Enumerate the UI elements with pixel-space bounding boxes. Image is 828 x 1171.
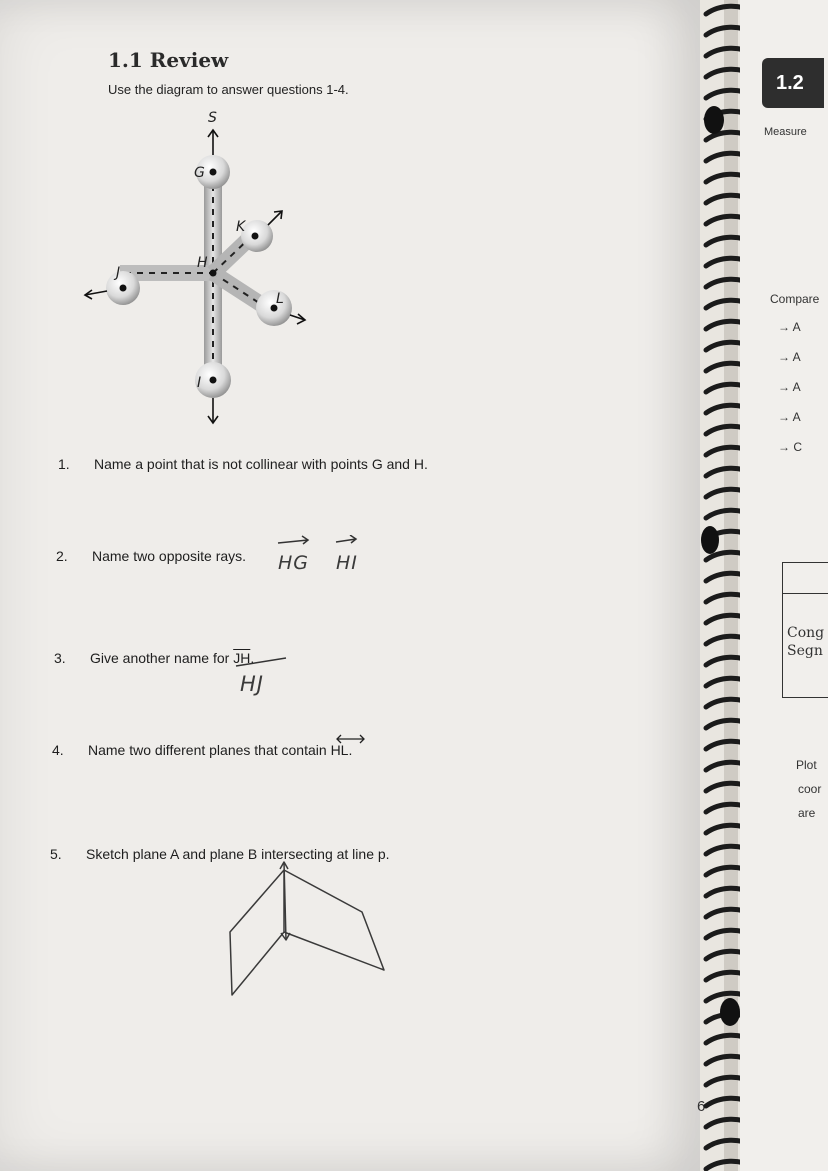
label-i: I: [197, 375, 202, 391]
question-1: [58, 456, 428, 472]
bullet-item: → A: [778, 410, 801, 424]
answer-3-text: HJ: [240, 672, 264, 696]
label-s: S: [208, 110, 217, 126]
question-5-number: 5.: [50, 846, 62, 862]
axes-diagram: [80, 105, 320, 435]
line-hl-arrow-mark: [334, 732, 368, 746]
label-k: K: [236, 219, 246, 235]
page-number: 6: [697, 1098, 706, 1115]
answer-3-segment-mark: [232, 652, 292, 672]
question-4-text: Name two different planes that contain: [88, 742, 331, 758]
instructions-text: Use the diagram to answer questions 1-4.: [108, 82, 349, 97]
plane-a-sketch: [230, 870, 284, 995]
next-page-subtitle: Measure: [764, 126, 807, 138]
segment-jh: $\overline{JH}$: [233, 650, 251, 666]
plot-line-2: coor: [798, 782, 822, 796]
answer-2-ray-b: HI: [336, 552, 358, 574]
section-tab: 1.2: [762, 58, 824, 108]
compare-label: Compare: [770, 292, 820, 306]
plane-b-sketch: [284, 870, 384, 970]
bullet-item: → A: [778, 350, 801, 364]
label-l: L: [276, 291, 284, 307]
bullet-item: → C: [778, 440, 802, 454]
intersecting-planes-sketch: [222, 860, 392, 1005]
section-heading: 1.1 Review: [108, 48, 229, 72]
next-page-preview: [740, 0, 828, 1171]
label-g: G: [194, 165, 205, 181]
question-3-number: 3.: [54, 650, 66, 666]
question-2-number: 2.: [56, 548, 68, 564]
question-1-number: 1.: [58, 456, 70, 472]
answer-2-ray-a: HG: [278, 552, 310, 574]
question-3: 3. Give another name for $\overline{JH}$.: [54, 650, 255, 666]
box-line-1: Cong: [787, 625, 825, 641]
question-4-number: 4.: [52, 742, 64, 758]
box-line-2: Segn: [787, 643, 823, 659]
bullet-item: → A: [778, 320, 801, 334]
label-h: H: [197, 255, 208, 271]
question-5-text: Sketch plane A and plane B intersecting at line p.: [86, 846, 390, 862]
question-3-text: Give another name for: [90, 650, 234, 666]
question-2: [56, 548, 246, 564]
question-2-text: Name two opposite rays.: [92, 548, 247, 564]
question-1-text: Name a point that is not collinear with points G and H.: [94, 456, 428, 472]
label-j: J: [116, 265, 121, 281]
definition-box: [782, 562, 828, 698]
line-hl: HL: [330, 742, 349, 758]
question-4: 4. Name two different planes that contain HL.: [52, 742, 353, 758]
bullet-item: → A: [778, 380, 801, 394]
plot-line-1: Plot: [796, 758, 817, 772]
plot-line-3: are: [798, 806, 816, 820]
